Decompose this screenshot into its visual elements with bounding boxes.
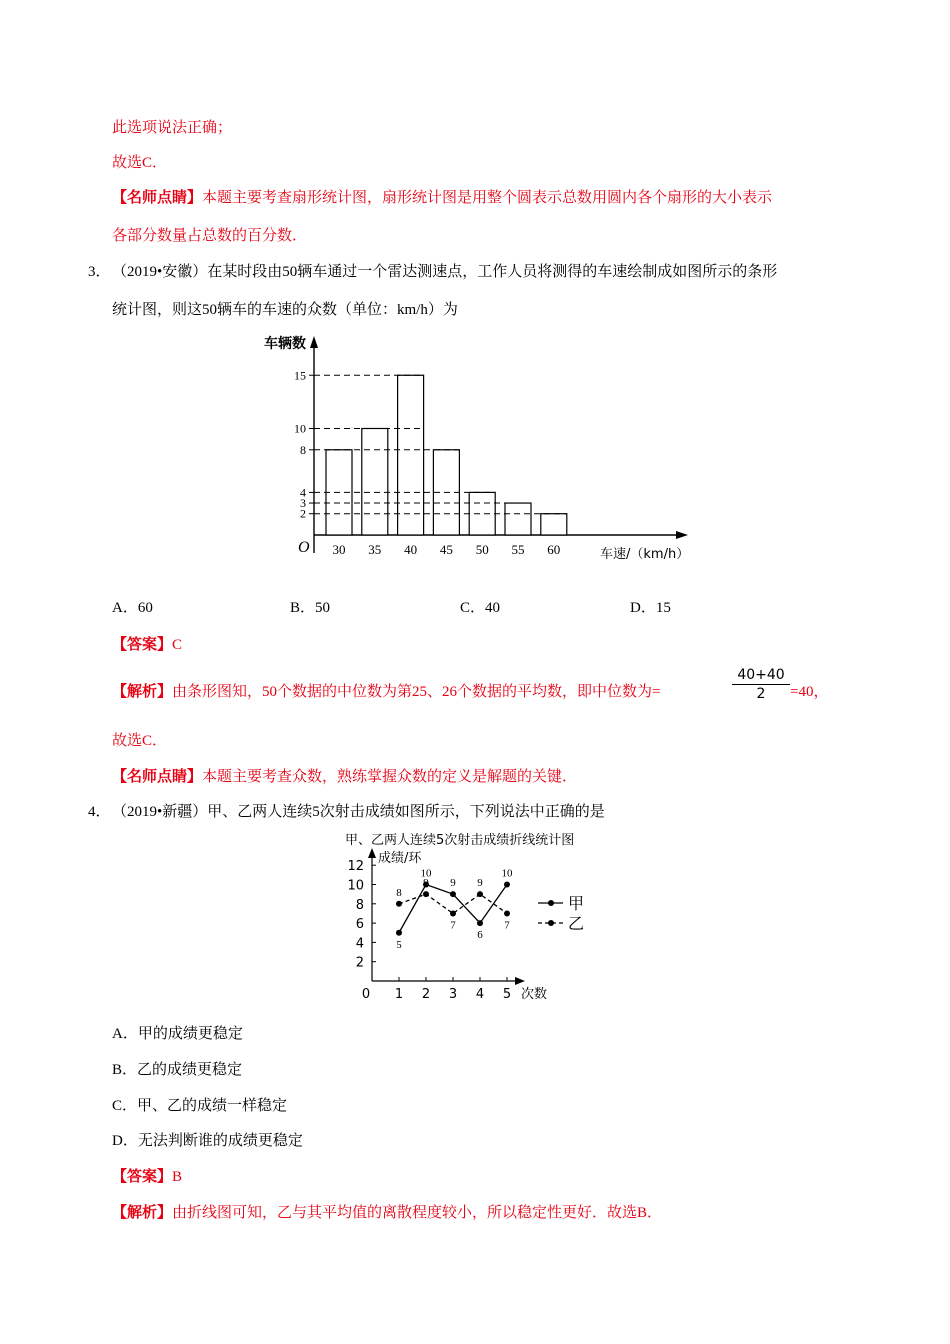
option-c: C．甲、乙的成绩一样稳定 — [112, 1098, 288, 1114]
answer-tag: 【答案】 — [112, 1169, 173, 1185]
tip-tag: 【名师点睛】 — [112, 190, 203, 206]
data-point — [477, 920, 483, 926]
x-tick-label: 50 — [475, 542, 489, 557]
analysis-line — [112, 682, 660, 702]
data-point — [477, 891, 483, 897]
x-tick-label: 35 — [368, 542, 382, 557]
x-axis-label: 车速/（km/h） — [600, 547, 690, 562]
y-tick-label: 3 — [300, 496, 306, 511]
y-tick-label: 2 — [355, 955, 364, 971]
data-point — [396, 930, 402, 936]
x-tick-label: 60 — [547, 542, 561, 557]
question-text: （2019•新疆）甲、乙两人连续5次射击成绩如图所示，下列说法中正确的是 — [112, 804, 605, 820]
data-label: 5 — [396, 938, 402, 951]
analysis-line — [112, 1203, 662, 1223]
analysis-text: 由折线图可知，乙与其平均值的离散程度较小，所以稳定性更好．故选B． — [172, 1205, 663, 1221]
tip-line — [112, 767, 577, 787]
x-tick-label: 4 — [475, 987, 485, 1002]
answer-value: B — [172, 1169, 183, 1185]
analysis-text: 由条形图知，50个数据的中位数为第25、26个数据的平均数，即中位数为= — [172, 684, 661, 700]
legend-marker-0 — [548, 900, 554, 906]
answer-tag: 【答案】 — [112, 637, 173, 653]
x-tick-label: 1 — [394, 987, 404, 1002]
tip-tag: 【名师点睛】 — [112, 769, 203, 785]
data-label: 10 — [420, 867, 432, 880]
analysis-end: =40， — [790, 684, 829, 700]
fraction-denominator: 2 — [756, 686, 766, 702]
question-number: 3． — [88, 264, 111, 280]
x-tick-label: 3 — [448, 987, 458, 1002]
data-point — [423, 891, 429, 897]
question-number: 4． — [88, 804, 111, 820]
x-tick-label: 30 — [332, 542, 346, 557]
fraction-numerator: 40+40 — [732, 666, 790, 685]
origin-label: 0 — [361, 987, 371, 1002]
data-label: 9 — [450, 877, 456, 890]
bar — [398, 375, 424, 535]
y-axis-label: 车辆数 — [264, 336, 306, 352]
x-axis-label: 次数 — [521, 987, 548, 1002]
y-tick-label: 4 — [300, 485, 306, 500]
y-axis-arrow — [368, 848, 376, 858]
y-tick-label: 8 — [300, 442, 306, 457]
bar — [469, 492, 495, 535]
text-line: 故选C． — [112, 155, 168, 171]
x-tick-label: 55 — [511, 542, 525, 557]
y-tick-label: 8 — [355, 897, 364, 913]
line-chart — [335, 826, 615, 1006]
bar — [362, 429, 388, 536]
data-label: 9 — [477, 877, 483, 890]
tip-line-2: 各部分数量占总数的百分数． — [112, 228, 308, 244]
legend-label-1: 乙 — [568, 914, 585, 933]
option-c: C．40 — [460, 600, 501, 616]
x-tick-label: 40 — [404, 542, 418, 557]
question-text-2: 统计图，则这50辆车的车速的众数（单位：km/h）为 — [112, 302, 458, 318]
data-label: 9 — [423, 877, 429, 890]
bar — [541, 514, 567, 535]
data-label: 10 — [501, 867, 513, 880]
x-axis-arrow — [676, 531, 688, 539]
fraction — [732, 666, 790, 703]
data-label: 7 — [504, 919, 510, 932]
x-tick-label: 5 — [502, 987, 512, 1002]
tip-line — [112, 188, 772, 208]
answer-line — [112, 1167, 182, 1187]
analysis-tag: 【解析】 — [112, 1205, 173, 1221]
option-b: B．乙的成绩更稳定 — [112, 1062, 243, 1078]
legend-label-0: 甲 — [568, 894, 585, 913]
data-label: 6 — [477, 929, 483, 942]
x-axis-arrow — [515, 977, 525, 985]
text-line: 此选项说法正确； — [112, 120, 233, 136]
answer-line — [112, 635, 182, 655]
y-axis-arrow — [310, 336, 318, 348]
y-tick-label: 10 — [294, 421, 306, 436]
data-point — [396, 901, 402, 907]
y-tick-label: 6 — [355, 917, 364, 933]
data-point — [504, 882, 510, 888]
x-tick-label: 2 — [421, 987, 431, 1002]
analysis-tag: 【解析】 — [112, 684, 173, 700]
y-tick-label: 15 — [294, 368, 306, 383]
question-text: （2019•安徽）在某时段由50辆车通过一个雷达测速点，工作人员将测得的车速绘制成如图所示的条形 — [112, 264, 778, 280]
option-d: D．无法判断谁的成绩更稳定 — [112, 1133, 303, 1149]
data-point — [450, 910, 456, 916]
tip-text: 本题主要考查扇形统计图，扇形统计图是用整个圆表示总数用圆内各个扇形的大小表示 — [202, 190, 773, 206]
y-tick-label: 2 — [300, 506, 306, 521]
x-tick-label: 45 — [439, 542, 453, 557]
answer-value: C — [172, 637, 183, 653]
tip-text: 本题主要考查众数，熟练掌握众数的定义是解题的关键． — [202, 769, 578, 785]
chart-title: 甲、乙两人连续5次射击成绩折线统计图 — [345, 833, 575, 848]
option-a: A．60 — [112, 600, 153, 616]
data-label: 7 — [450, 919, 456, 932]
y-tick-label: 12 — [347, 859, 364, 875]
bar — [505, 503, 531, 535]
option-b: B．50 — [290, 600, 331, 616]
data-point — [450, 891, 456, 897]
origin-label: O — [298, 539, 310, 556]
y-axis-label: 成绩/环 — [378, 851, 422, 866]
option-d: D．15 — [630, 600, 671, 616]
data-point — [504, 910, 510, 916]
data-label: 8 — [396, 886, 402, 899]
y-tick-label: 10 — [347, 878, 364, 894]
option-a: A．甲的成绩更稳定 — [112, 1026, 243, 1042]
bar-chart — [260, 330, 700, 570]
legend-marker-1 — [548, 920, 554, 926]
y-tick-label: 4 — [355, 936, 364, 952]
conclusion: 故选C． — [112, 733, 168, 749]
